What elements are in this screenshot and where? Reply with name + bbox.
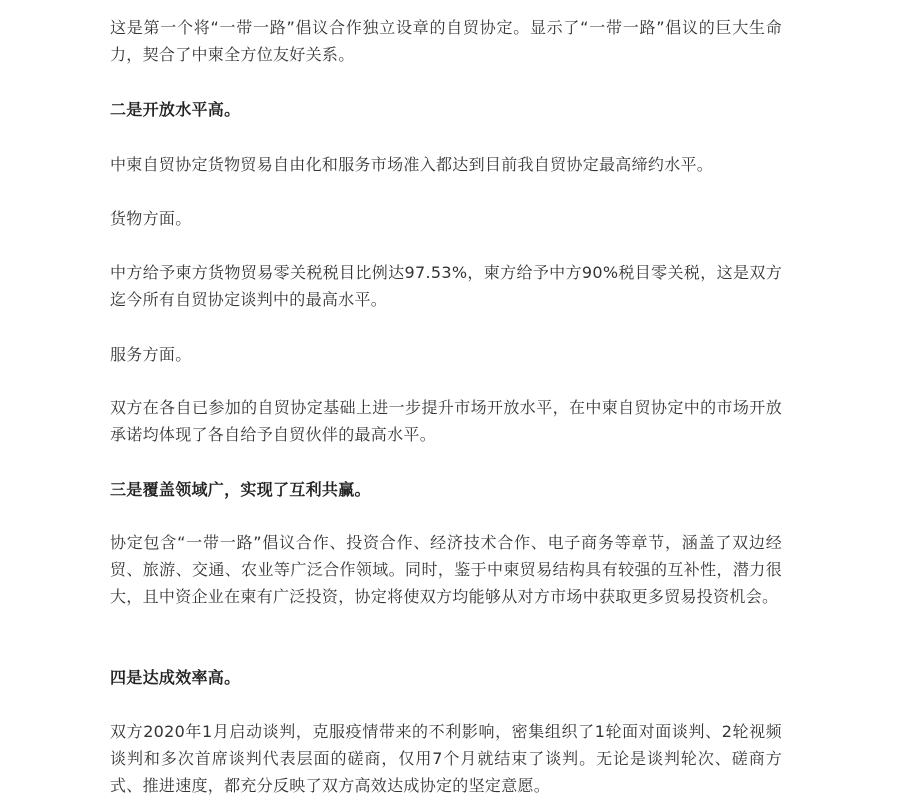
paragraph-belt-road-chapter: 这是第一个将“一带一路”倡议合作独立设章的自贸协定。显示了“一带一路”倡议的巨大生命力，契合了中柬全方位友好关系。 (110, 18, 782, 64)
heading-efficiency: 四是达成效率高。 (110, 668, 241, 687)
paragraph-market-access: 中柬自贸协定货物贸易自由化和服务市场准入都达到目前我自贸协定最高缔约水平。 (110, 155, 714, 174)
paragraph-tariff-rates: 中方给予柬方货物贸易零关税税目比例达97.53%，柬方给予中方90%税目零关税，这是双方迄今所有自贸协定谈判中的最高水平。 (110, 263, 782, 309)
paragraph-services-subheading: 服务方面。 (110, 345, 192, 364)
paragraph-goods-subheading: 货物方面。 (110, 209, 192, 228)
paragraph-negotiation-timeline: 双方2020年1月启动谈判，克服疫情带来的不利影响，密集组织了1轮面对面谈判、2轮视频谈判和多次首席谈判代表层面的磋商，仅用7个月就结束了谈判。无论是谈判轮次、磋商方式、推进速度，都充分反映了双方高效达成协定的坚定意愿。 (110, 722, 782, 795)
heading-coverage-scope: 三是覆盖领域广，实现了互利共赢。 (110, 480, 371, 499)
paragraph-services-openness: 双方在各自已参加的自贸协定基础上进一步提升市场开放水平，在中柬自贸协定中的市场开放承诺均体现了各自给予自贸伙伴的最高水平。 (110, 398, 782, 444)
heading-openness-level: 二是开放水平高。 (110, 100, 241, 119)
paragraph-cooperation-fields: 协定包含“一带一路”倡议合作、投资合作、经济技术合作、电子商务等章节，涵盖了双边经贸、旅游、交通、农业等广泛合作领域。同时，鉴于中柬贸易结构具有较强的互补性，潜力很大，且中资企业在柬有广泛投资，协定将使双方均能够从对方市场中获取更多贸易投资机会。 (110, 533, 782, 606)
